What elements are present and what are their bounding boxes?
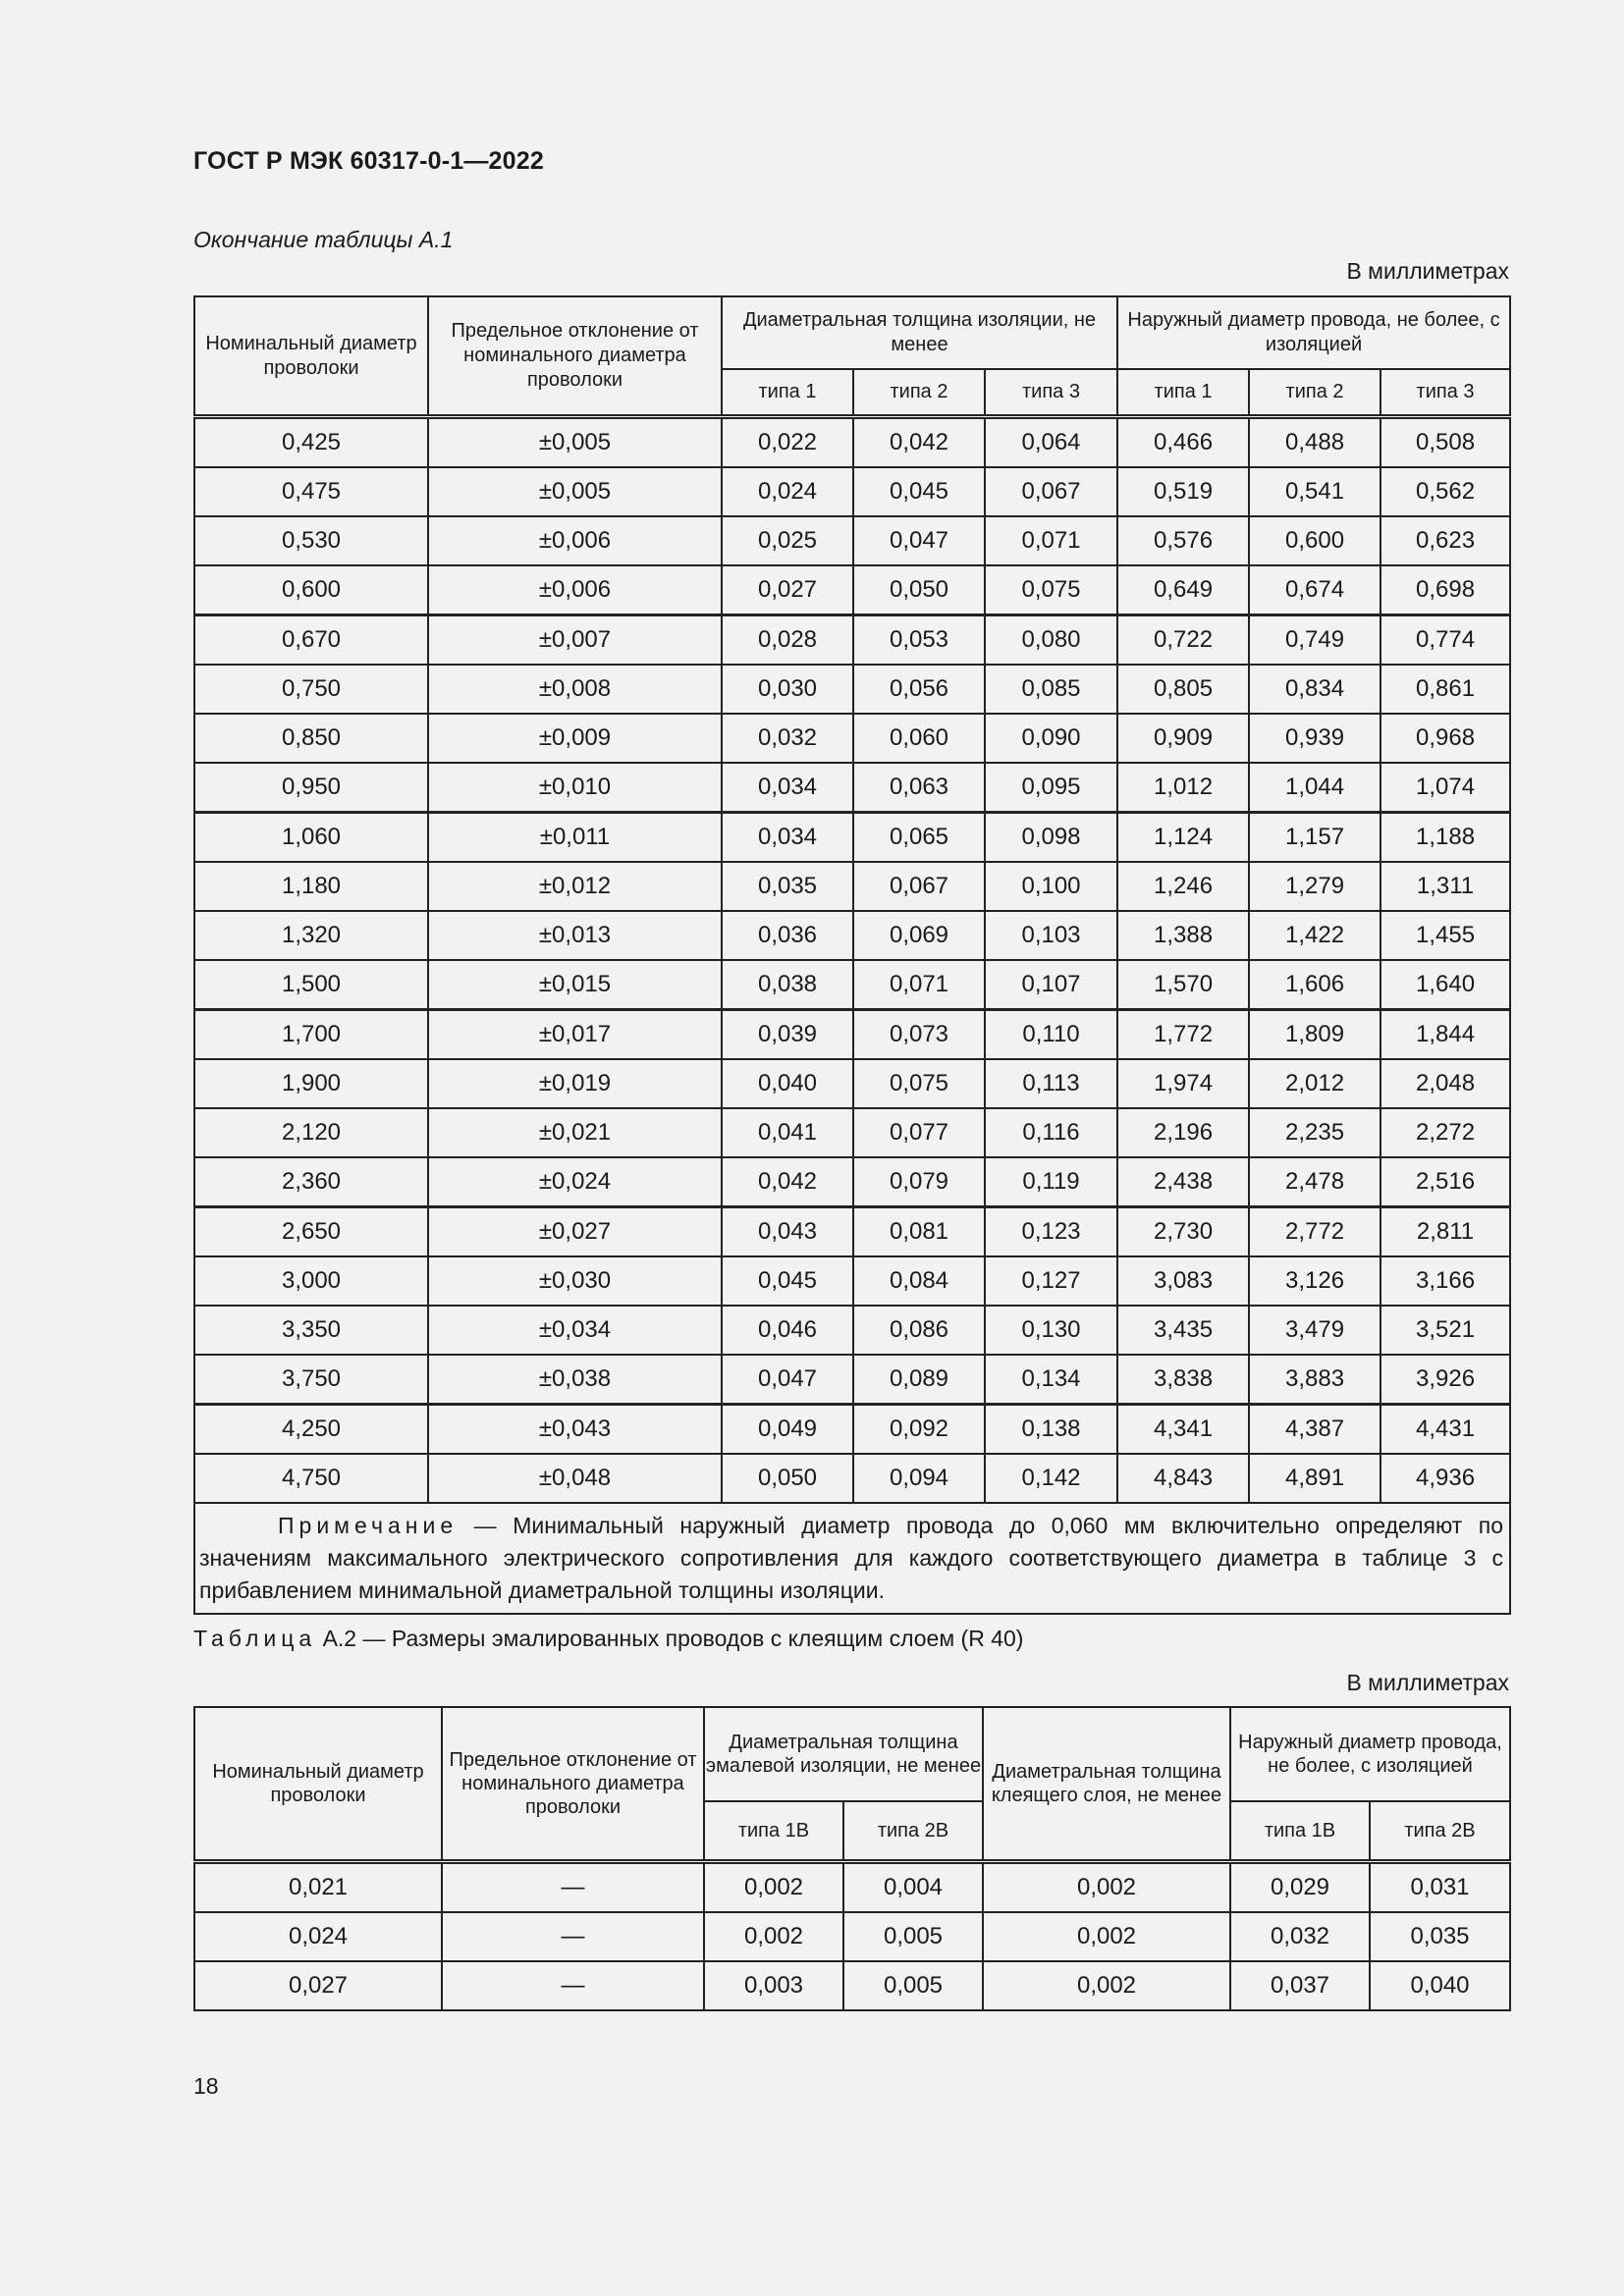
table-a2-header-tolerance: Предельное отклонение от номинального диаметра проволоки: [442, 1707, 704, 1862]
table-cell: 0,042: [853, 417, 985, 468]
table-row: [194, 1256, 1510, 1306]
table-cell: 0,968: [1380, 714, 1510, 763]
table-cell: 0,027: [194, 1961, 442, 2010]
table-cell: ±0,009: [428, 714, 722, 763]
table-cell: 0,047: [722, 1355, 853, 1405]
table-cell: 0,834: [1249, 665, 1380, 714]
table-cell: 2,235: [1249, 1108, 1380, 1157]
table-cell: 0,024: [194, 1912, 442, 1961]
table-a1-body: [194, 417, 1510, 1504]
table-cell: 0,600: [1249, 516, 1380, 565]
table-cell: 0,034: [722, 763, 853, 813]
table-cell: 0,073: [853, 1010, 985, 1060]
table-a1-subheader: типа 1: [722, 369, 853, 417]
table-cell: 3,435: [1117, 1306, 1249, 1355]
table-cell: 0,749: [1249, 615, 1380, 666]
table-cell: 1,606: [1249, 960, 1380, 1010]
table-cell: 0,071: [853, 960, 985, 1010]
table-cell: 0,861: [1380, 665, 1510, 714]
table-cell: 2,048: [1380, 1059, 1510, 1108]
table-cell: 0,050: [853, 565, 985, 615]
table-row: [194, 763, 1510, 813]
table-cell: 3,350: [194, 1306, 428, 1355]
table-cell: 0,107: [985, 960, 1117, 1010]
table-a2-subheader: типа 2В: [843, 1801, 983, 1862]
table-cell: 2,516: [1380, 1157, 1510, 1207]
table-row: [194, 1108, 1510, 1157]
table-row: [194, 516, 1510, 565]
table-cell: 1,279: [1249, 862, 1380, 911]
table-cell: 3,083: [1117, 1256, 1249, 1306]
table-cell: 0,002: [983, 1961, 1230, 2010]
table-cell: 0,025: [722, 516, 853, 565]
table-row: [194, 1961, 1510, 2010]
table-cell: 2,772: [1249, 1207, 1380, 1257]
table-cell: 1,124: [1117, 813, 1249, 863]
table-cell: 0,541: [1249, 467, 1380, 516]
table-cell: 0,036: [722, 911, 853, 960]
table-cell: 0,850: [194, 714, 428, 763]
table-a1-subheader: типа 3: [1380, 369, 1510, 417]
table-cell: 2,730: [1117, 1207, 1249, 1257]
table-cell: 0,022: [722, 417, 853, 468]
table-cell: ±0,011: [428, 813, 722, 863]
table-cell: 3,926: [1380, 1355, 1510, 1405]
table-cell: 0,670: [194, 615, 428, 666]
table-cell: 1,060: [194, 813, 428, 863]
table-cell: 1,044: [1249, 763, 1380, 813]
table-cell: 0,077: [853, 1108, 985, 1157]
table-row: [194, 467, 1510, 516]
table-a1-subheader: типа 1: [1117, 369, 1249, 417]
table-cell: 0,623: [1380, 516, 1510, 565]
table-cell: 0,050: [722, 1454, 853, 1503]
table-cell: 0,035: [1370, 1912, 1510, 1961]
table-cell: ±0,043: [428, 1405, 722, 1455]
table-cell: 0,060: [853, 714, 985, 763]
table-cell: 1,311: [1380, 862, 1510, 911]
table-row: [194, 1454, 1510, 1503]
table-cell: 0,029: [1230, 1862, 1370, 1913]
table-cell: 0,042: [722, 1157, 853, 1207]
table-cell: 0,053: [853, 615, 985, 666]
table-cell: ±0,007: [428, 615, 722, 666]
table-cell: ±0,005: [428, 467, 722, 516]
table-cell: 0,034: [722, 813, 853, 863]
table-a2-caption-text: А.2 — Размеры эмалированных проводов с клеящим слоем (R 40): [316, 1626, 1024, 1651]
table-cell: ±0,017: [428, 1010, 722, 1060]
table-cell: 3,166: [1380, 1256, 1510, 1306]
table-a2-subheader: типа 2В: [1370, 1801, 1510, 1862]
table-row: [194, 1157, 1510, 1207]
table-cell: 0,043: [722, 1207, 853, 1257]
table-cell: 0,600: [194, 565, 428, 615]
table-cell: 2,811: [1380, 1207, 1510, 1257]
table-a2: [193, 1706, 1511, 2011]
table-a2-body: [194, 1862, 1510, 2011]
table-cell: —: [442, 1862, 704, 1913]
table-cell: 0,084: [853, 1256, 985, 1306]
table-cell: 0,002: [983, 1862, 1230, 1913]
table-cell: ±0,006: [428, 516, 722, 565]
table-cell: 1,772: [1117, 1010, 1249, 1060]
table-cell: 0,103: [985, 911, 1117, 960]
table-cell: 0,045: [853, 467, 985, 516]
table-cell: 0,027: [722, 565, 853, 615]
table-cell: 2,360: [194, 1157, 428, 1207]
table-row: [194, 417, 1510, 468]
table-cell: 0,038: [722, 960, 853, 1010]
table-cell: 0,040: [1370, 1961, 1510, 2010]
table-cell: 0,138: [985, 1405, 1117, 1455]
table-a2-caption-label: Таблица: [193, 1626, 317, 1651]
table-a1-header-insulation-thickness: Диаметральная толщина изоляции, не менее: [722, 296, 1117, 369]
table-cell: 0,488: [1249, 417, 1380, 468]
table-cell: 4,341: [1117, 1405, 1249, 1455]
table-row: [194, 911, 1510, 960]
table-cell: 0,909: [1117, 714, 1249, 763]
table-a2-header-enamel-thickness: Диаметральная толщина эмалевой изоляции, не менее: [704, 1707, 983, 1801]
table-cell: 0,005: [843, 1961, 983, 2010]
table-cell: 0,003: [704, 1961, 843, 2010]
table-cell: 0,069: [853, 911, 985, 960]
table-cell: 0,040: [722, 1059, 853, 1108]
table-cell: 2,478: [1249, 1157, 1380, 1207]
table-cell: 0,119: [985, 1157, 1117, 1207]
table-cell: —: [442, 1961, 704, 2010]
table-cell: 1,640: [1380, 960, 1510, 1010]
table-a1-subheader: типа 3: [985, 369, 1117, 417]
table-a2-subheader: типа 1В: [1230, 1801, 1370, 1862]
table-row: [194, 1207, 1510, 1257]
table-cell: 0,086: [853, 1306, 985, 1355]
table-cell: 0,130: [985, 1306, 1117, 1355]
table-cell: 0,100: [985, 862, 1117, 911]
table-row: [194, 1912, 1510, 1961]
table-cell: 0,950: [194, 763, 428, 813]
table-cell: 0,085: [985, 665, 1117, 714]
table-cell: 4,387: [1249, 1405, 1380, 1455]
table-cell: 3,479: [1249, 1306, 1380, 1355]
table-cell: 4,431: [1380, 1405, 1510, 1455]
table-row: [194, 813, 1510, 863]
table-cell: 0,079: [853, 1157, 985, 1207]
table-cell: 1,974: [1117, 1059, 1249, 1108]
table-row: [194, 1306, 1510, 1355]
table-cell: 0,031: [1370, 1862, 1510, 1913]
table-cell: 0,004: [843, 1862, 983, 1913]
table-cell: 0,046: [722, 1306, 853, 1355]
document-code: ГОСТ Р МЭК 60317-0-1—2022: [193, 147, 544, 175]
table-row: [194, 1405, 1510, 1455]
table-cell: ±0,005: [428, 417, 722, 468]
table-cell: ±0,030: [428, 1256, 722, 1306]
table-cell: 1,422: [1249, 911, 1380, 960]
table-cell: ±0,038: [428, 1355, 722, 1405]
table-cell: 0,021: [194, 1862, 442, 1913]
table-a1: [193, 295, 1511, 1615]
table-cell: 1,500: [194, 960, 428, 1010]
table-row: [194, 1355, 1510, 1405]
table-cell: 0,095: [985, 763, 1117, 813]
table-cell: 2,272: [1380, 1108, 1510, 1157]
table-a2-subheader: типа 1В: [704, 1801, 843, 1862]
table-cell: 0,466: [1117, 417, 1249, 468]
table-cell: 2,438: [1117, 1157, 1249, 1207]
table-row: [194, 665, 1510, 714]
table-cell: 4,891: [1249, 1454, 1380, 1503]
table-cell: 1,809: [1249, 1010, 1380, 1060]
table-cell: 3,521: [1380, 1306, 1510, 1355]
table-cell: 0,116: [985, 1108, 1117, 1157]
table-a1-caption: Окончание таблицы А.1: [193, 227, 454, 252]
table-cell: 1,455: [1380, 911, 1510, 960]
table-cell: 1,844: [1380, 1010, 1510, 1060]
table-cell: 3,838: [1117, 1355, 1249, 1405]
table-cell: 1,157: [1249, 813, 1380, 863]
table-a1-subheader: типа 2: [1249, 369, 1380, 417]
table-cell: 0,064: [985, 417, 1117, 468]
table-cell: 0,127: [985, 1256, 1117, 1306]
table-cell: 0,002: [983, 1912, 1230, 1961]
table-a2-header-outer-diameter: Наружный диаметр провода, не более, с изоляцией: [1230, 1707, 1510, 1801]
table-cell: 0,080: [985, 615, 1117, 666]
table-cell: 0,098: [985, 813, 1117, 863]
table-cell: 0,113: [985, 1059, 1117, 1108]
table-cell: 0,030: [722, 665, 853, 714]
table-cell: 0,750: [194, 665, 428, 714]
table-cell: 1,180: [194, 862, 428, 911]
table-cell: 1,900: [194, 1059, 428, 1108]
table-cell: 2,012: [1249, 1059, 1380, 1108]
table-cell: 0,508: [1380, 417, 1510, 468]
table-a1-note: [194, 1503, 1510, 1614]
table-cell: 0,134: [985, 1355, 1117, 1405]
table-cell: 0,576: [1117, 516, 1249, 565]
table-cell: —: [442, 1912, 704, 1961]
table-cell: ±0,048: [428, 1454, 722, 1503]
table-cell: 0,519: [1117, 467, 1249, 516]
table-cell: ±0,027: [428, 1207, 722, 1257]
table-cell: 0,562: [1380, 467, 1510, 516]
table-cell: 0,024: [722, 467, 853, 516]
table-row: [194, 960, 1510, 1010]
table-cell: 0,037: [1230, 1961, 1370, 2010]
note-label: Примечание: [278, 1513, 459, 1538]
table-cell: 1,188: [1380, 813, 1510, 863]
table-cell: 0,774: [1380, 615, 1510, 666]
table-cell: 0,939: [1249, 714, 1380, 763]
table-cell: 1,246: [1117, 862, 1249, 911]
table-a2-units: В миллиметрах: [1346, 1670, 1509, 1695]
table-cell: 0,045: [722, 1256, 853, 1306]
table-cell: 4,750: [194, 1454, 428, 1503]
table-cell: 3,000: [194, 1256, 428, 1306]
table-cell: 0,698: [1380, 565, 1510, 615]
table-cell: 0,056: [853, 665, 985, 714]
table-cell: 0,123: [985, 1207, 1117, 1257]
table-cell: 3,883: [1249, 1355, 1380, 1405]
table-cell: ±0,008: [428, 665, 722, 714]
table-cell: ±0,012: [428, 862, 722, 911]
table-cell: 4,250: [194, 1405, 428, 1455]
table-a1-header-nominal-diameter: Номинальный диаметр проволоки: [194, 296, 428, 417]
table-cell: 0,071: [985, 516, 1117, 565]
table-cell: 0,005: [843, 1912, 983, 1961]
table-a1-units: В миллиметрах: [1346, 258, 1509, 284]
table-cell: 0,425: [194, 417, 428, 468]
table-cell: 0,081: [853, 1207, 985, 1257]
table-a2-header-nominal-diameter: Номинальный диаметр проволоки: [194, 1707, 442, 1862]
table-cell: ±0,015: [428, 960, 722, 1010]
table-cell: 0,090: [985, 714, 1117, 763]
table-cell: 0,475: [194, 467, 428, 516]
table-cell: 0,041: [722, 1108, 853, 1157]
table-row: [194, 1862, 1510, 1913]
table-cell: 0,805: [1117, 665, 1249, 714]
table-cell: 3,750: [194, 1355, 428, 1405]
table-cell: 3,126: [1249, 1256, 1380, 1306]
table-cell: 0,049: [722, 1405, 853, 1455]
table-cell: 4,843: [1117, 1454, 1249, 1503]
table-cell: 0,032: [1230, 1912, 1370, 1961]
table-cell: 0,674: [1249, 565, 1380, 615]
table-cell: 4,936: [1380, 1454, 1510, 1503]
table-cell: ±0,006: [428, 565, 722, 615]
table-cell: ±0,013: [428, 911, 722, 960]
table-cell: 0,032: [722, 714, 853, 763]
table-cell: 0,089: [853, 1355, 985, 1405]
table-cell: 0,002: [704, 1912, 843, 1961]
table-cell: ±0,019: [428, 1059, 722, 1108]
table-row: [194, 862, 1510, 911]
table-cell: 0,039: [722, 1010, 853, 1060]
table-cell: 0,075: [985, 565, 1117, 615]
table-cell: ±0,021: [428, 1108, 722, 1157]
table-cell: 1,320: [194, 911, 428, 960]
table-row: [194, 1059, 1510, 1108]
table-cell: 1,012: [1117, 763, 1249, 813]
table-cell: ±0,034: [428, 1306, 722, 1355]
table-cell: 2,196: [1117, 1108, 1249, 1157]
table-cell: 0,092: [853, 1405, 985, 1455]
table-cell: 0,067: [853, 862, 985, 911]
table-cell: 0,002: [704, 1862, 843, 1913]
table-a1-subheader: типа 2: [853, 369, 985, 417]
table-cell: 0,067: [985, 467, 1117, 516]
table-cell: 0,075: [853, 1059, 985, 1108]
table-cell: 2,650: [194, 1207, 428, 1257]
table-cell: 0,063: [853, 763, 985, 813]
table-cell: 0,649: [1117, 565, 1249, 615]
table-row: [194, 565, 1510, 615]
table-row: [194, 615, 1510, 666]
table-cell: 0,035: [722, 862, 853, 911]
table-cell: 1,074: [1380, 763, 1510, 813]
table-cell: 0,142: [985, 1454, 1117, 1503]
table-a2-caption: [193, 1626, 1023, 1652]
table-row: [194, 1010, 1510, 1060]
table-cell: 0,530: [194, 516, 428, 565]
table-cell: 1,388: [1117, 911, 1249, 960]
table-a1-header-outer-diameter: Наружный диаметр провода, не более, с изоляцией: [1117, 296, 1510, 369]
table-cell: 0,094: [853, 1454, 985, 1503]
table-a1-header-tolerance: Предельное отклонение от номинального диаметра проволоки: [428, 296, 722, 417]
table-cell: 1,700: [194, 1010, 428, 1060]
page-number: 18: [193, 2073, 219, 2099]
table-cell: 2,120: [194, 1108, 428, 1157]
table-cell: ±0,010: [428, 763, 722, 813]
note-text: — Минимальный наружный диаметр провода до 0,060 мм включительно определяют по значениям максимального электрического сопротивления для каждого соответствующего диаметра в таблице 3 с прибавлением минимальной диаметральной толщины изоляции.: [199, 1513, 1504, 1603]
table-cell: 1,570: [1117, 960, 1249, 1010]
table-cell: 0,722: [1117, 615, 1249, 666]
table-cell: 0,110: [985, 1010, 1117, 1060]
table-cell: 0,028: [722, 615, 853, 666]
table-cell: ±0,024: [428, 1157, 722, 1207]
table-a2-header-bond-thickness: Диаметральная толщина клеящего слоя, не менее: [983, 1707, 1230, 1862]
table-cell: 0,065: [853, 813, 985, 863]
table-row: [194, 714, 1510, 763]
table-cell: 0,047: [853, 516, 985, 565]
